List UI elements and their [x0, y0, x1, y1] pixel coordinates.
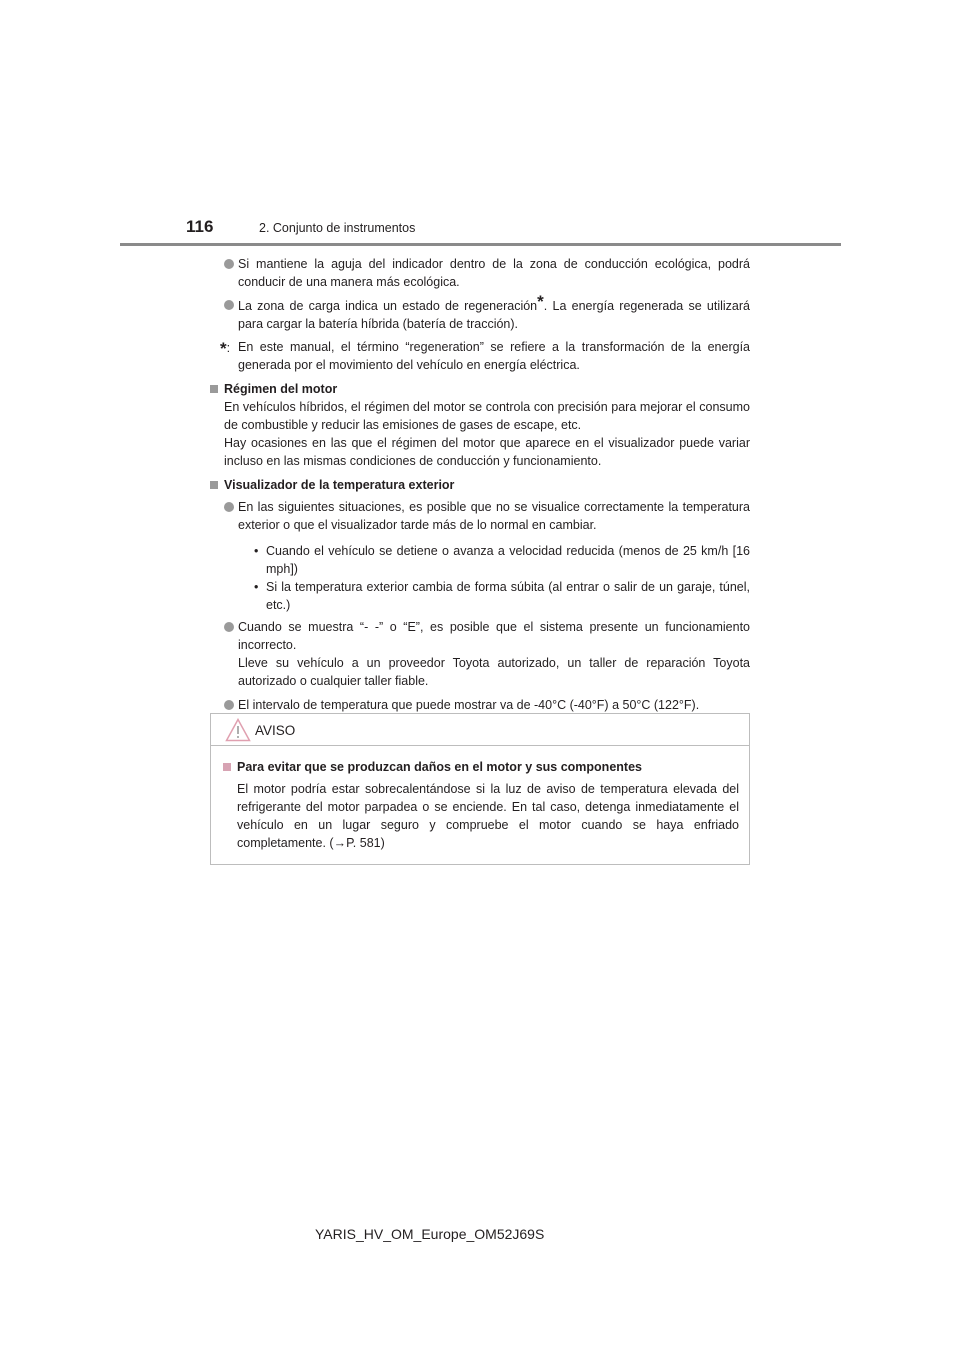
section-title: Régimen del motor	[224, 382, 338, 396]
bullet-charge-zone	[210, 292, 750, 333]
section-square-icon	[210, 385, 218, 393]
bullet-dot-icon	[224, 622, 234, 632]
bullet-text: Si mantiene la aguja del indicador dentro de la zona de conducción ecológica, podrá conducir de una manera más ecológica.	[238, 257, 750, 289]
warning-box	[210, 713, 750, 865]
temp-item-text: Cuando se muestra “- -” o “E”, es posible que el sistema presente un funcionamiento incorrecto.	[238, 620, 750, 652]
footnote-star: *	[220, 339, 227, 358]
footnote-label: *:	[220, 339, 231, 358]
warning-title: AVISO	[255, 723, 296, 738]
section-square-icon	[210, 481, 218, 489]
bullet-eco-zone	[210, 255, 750, 291]
bullet-text	[238, 292, 750, 333]
warning-section-title: Para evitar que se produzcan daños en el motor y sus componentes	[237, 760, 642, 774]
list-item	[238, 578, 750, 614]
footnote	[210, 338, 750, 374]
temp-sublist	[238, 542, 750, 614]
bullet-dot-icon	[224, 300, 234, 310]
temp-item-3	[224, 696, 750, 714]
chapter-title: 2. Conjunto de instrumentos	[259, 221, 416, 235]
warning-header	[211, 714, 749, 746]
list-item-text: Cuando el vehículo se detiene o avanza a velocidad reducida (menos de 25 km/h [16 mph])	[266, 544, 750, 576]
bullet-text-head: La zona de carga indica un estado de regeneración	[238, 299, 538, 313]
warning-text: El motor podría estar sobrecalentándose si la luz de aviso de temperatura elevada del refrigerante del motor parpadea o se enciende. En tal caso, detenga inmediatamente el vehículo en un lugar seguro y compruebe el motor cuando se haya enfriado completamente. (→P. 581)	[237, 782, 739, 850]
bullet-small-icon: •	[254, 544, 259, 558]
page-number: 116	[186, 217, 214, 236]
section-temperature	[210, 476, 750, 714]
bullet-dot-icon	[224, 700, 234, 710]
bullet-dot-icon	[224, 259, 234, 269]
temp-item-1	[224, 498, 750, 614]
footer-doc-code: YARIS_HV_OM_Europe_OM52J69S	[315, 1226, 545, 1242]
bullet-text-tail: . La energía regenerada se utilizará para cargar la batería híbrida (batería de tracción).	[238, 299, 750, 331]
bullet-dot-icon	[224, 502, 234, 512]
temp-item-text: En las siguientes situaciones, es posible que no se visualice correctamente la temperatura exterior o que el visualizador tarde más de lo normal en cambiar.	[238, 500, 750, 532]
section-square-icon	[223, 763, 231, 771]
footnote-text: En este manual, el término “regeneration” se refiere a la transformación de la energía generada por el movimiento del vehículo en energía eléctrica.	[238, 340, 750, 372]
warning-body	[223, 758, 739, 852]
section-paragraph: En vehículos híbridos, el régimen del motor se controla con precisión para mejorar el consumo de combustible y reducir las emisiones de gases de escape, etc.	[224, 400, 750, 432]
header-rule	[120, 243, 841, 246]
section-engine	[210, 380, 750, 470]
bullet-small-icon: •	[254, 580, 259, 594]
main-content	[210, 255, 750, 714]
footnote-mark: *	[537, 292, 544, 311]
list-item-text: Si la temperatura exterior cambia de forma súbita (al entrar o salir de un garaje, túnel, etc.)	[266, 580, 750, 612]
warning-triangle-icon	[225, 718, 251, 742]
section-title: Visualizador de la temperatura exterior	[224, 478, 455, 492]
temp-item-2	[224, 618, 750, 690]
section-paragraph: Hay ocasiones en las que el régimen del motor que aparece en el visualizador puede variar incluso en las mismas condiciones de conducción y funcionamiento.	[224, 436, 750, 468]
warning-section	[223, 758, 739, 852]
list-item	[238, 542, 750, 578]
temp-item-text: El intervalo de temperatura que puede mostrar va de -40°C (-40°F) a 50°C (122°F).	[238, 698, 700, 712]
temp-item-text: Lleve su vehículo a un proveedor Toyota autorizado, un taller de reparación Toyota autorizado o cualquier taller fiable.	[238, 656, 750, 688]
